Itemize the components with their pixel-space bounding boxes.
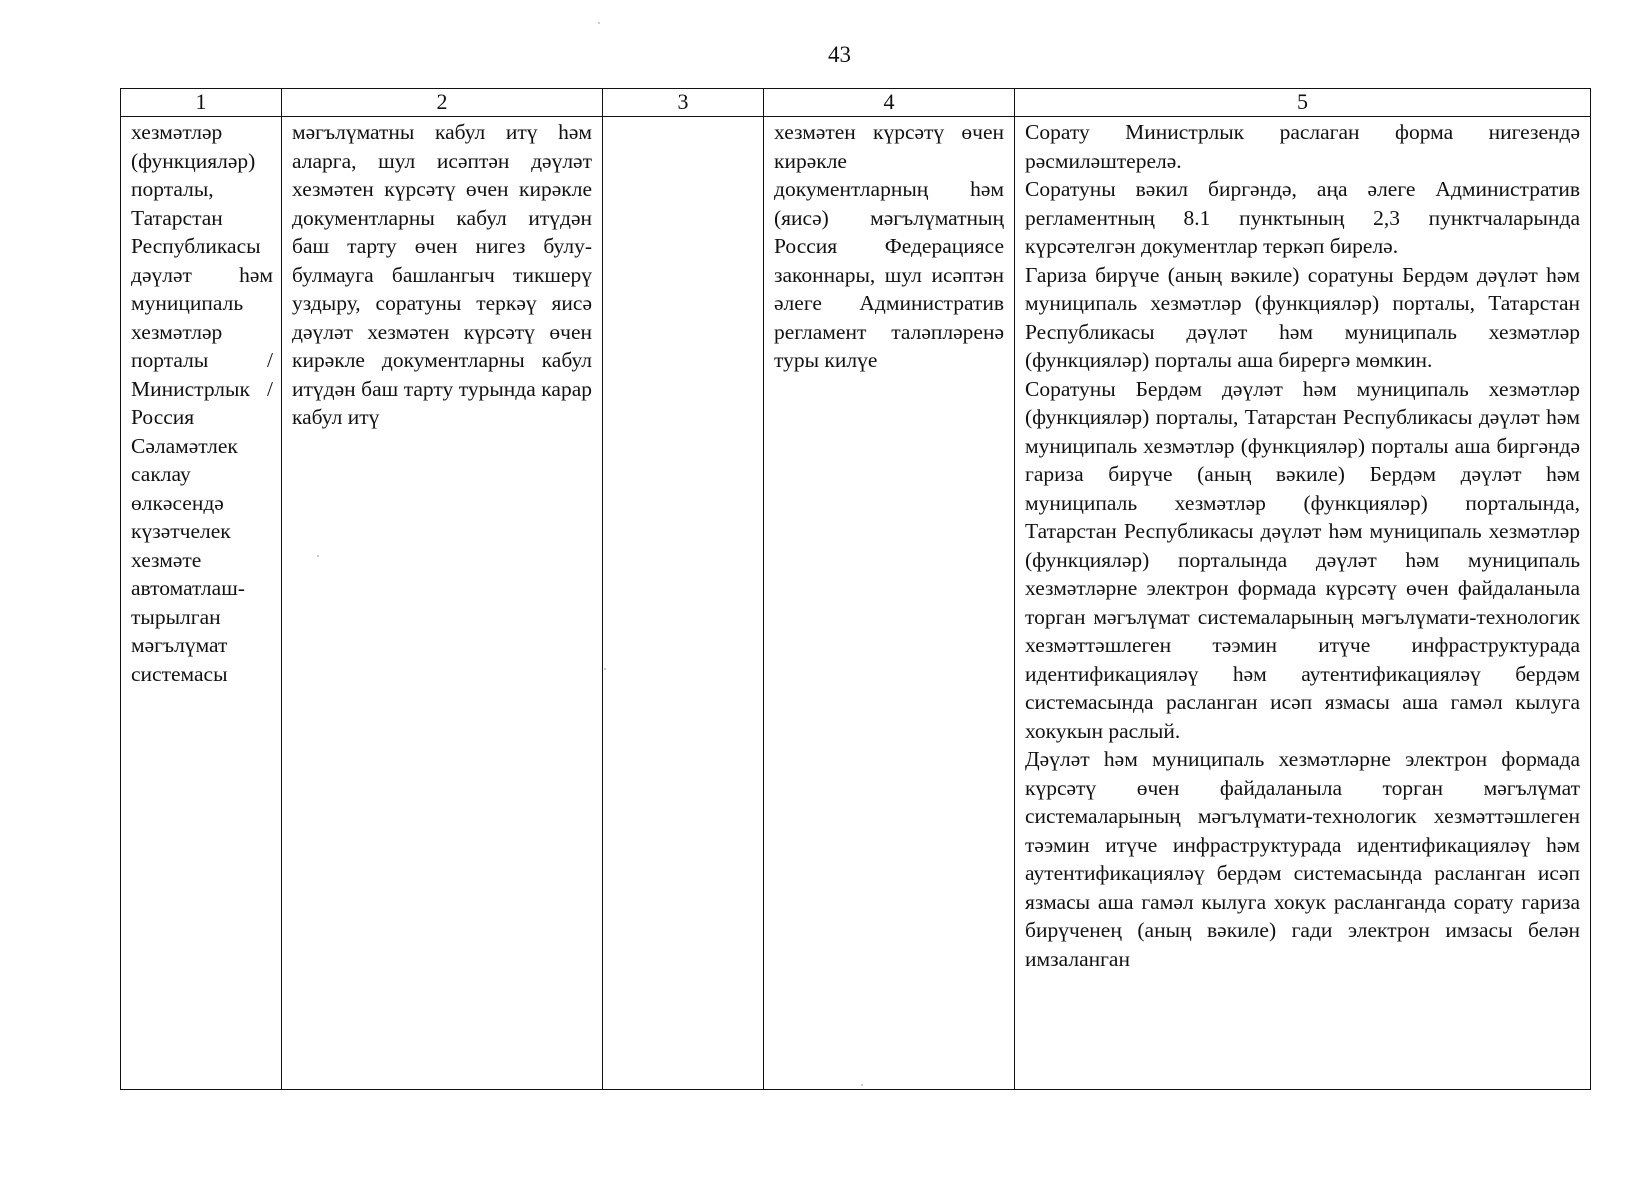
table-row <box>121 117 1591 1090</box>
scan-speck <box>861 1084 863 1086</box>
column-header-2: 2 <box>282 89 603 117</box>
scan-speck <box>598 22 600 24</box>
cell-column-5 <box>1015 117 1591 1090</box>
result-text <box>1015 117 1590 973</box>
action-description-text: мәгълүматны кабул итү һәм аларга, шул исәптән дәүләт хезмәтен күрсәтү өчен кирәкле документларны кабул итүдән баш тарту өчен нигез булу-булмауга башлангыч тикшерү уздыру, соратуны теркәү яисә дәүләт хезмәтен күрсәтү өчен кирәкле документларны кабул итүдән баш тарту турында карар кабул итү <box>292 120 592 429</box>
information-systems-text: хезмәтләр (функцияләр) порталы, Татарстан Республикасы дәүләт һәм муниципаль хезмәтләр порталы / Министрлык / Россия Сәламәтлек саклау өлкәсендә күзәтчелек хезмәте автоматлаш-тырылган мәгълүмат системасы <box>131 120 273 686</box>
result-paragraph: Дәүләт һәм муниципаль хезмәтләрне электрон формада күрсәтү өчен файдаланыла торган мәгълүмат системаларының мәгълүмати-технологик хезмәттәшлеген тәэмин итүче инфраструктурада идентификацияләү һәм аутентификацияләү бердәм системасында расланган исәп язмасы аша гамәл кылуга хокук расланганда сорату гариза бирүченең (аның вәкиле) гади электрон имзасы белән имзаланган <box>1025 747 1580 971</box>
scan-speck <box>604 668 606 670</box>
page-number: 43 <box>828 42 851 67</box>
result-paragraph: Соратуны Бердәм дәүләт һәм муниципаль хезмәтләр (функцияләр) порталы, Татарстан Республикасы дәүләт һәм муниципаль хезмәтләр (функцияләр) порталы аша биргәндә гариза бирүче (аның вәкиле) Бердәм дәүләт һәм муниципаль хезмәтләр (функцияләр) порталында, Татарстан Республикасы дәүләт һәм муниципаль хезмәтләр (функцияләр) порталында дәүләт һәм муниципаль хезмәтләрне электрон формада күрсәтү өчен файдаланыла торган мәгълүмат системаларының мәгълүмати-технологик хезмәттәшлеген тәэмин итүче инфраструктурада идентификацияләү һәм аутентификацияләү бердәм системасында расланган исәп язмасы аша гамәл кылуга хокукын раслый. <box>1025 376 1580 743</box>
column-header-1: 1 <box>121 89 282 117</box>
result-paragraph: Соратуны вәкил биргәндә, аңа әлеге Административ регламентның 8.1 пунктының 2,3 пунктчаларында күрсәтелгән документлар теркәп бирелә. <box>1025 177 1580 258</box>
column-header-3: 3 <box>603 89 764 117</box>
scan-speck <box>317 555 319 557</box>
cell-column-3 <box>603 117 764 1090</box>
column-header-4: 4 <box>764 89 1015 117</box>
cell-column-1 <box>121 117 282 1090</box>
empty-cell-text <box>603 117 763 118</box>
criteria-text: хезмәтен күрсәтү өчен кирәкле документларның һәм (яисә) мәгълүматның Россия Федерациясе законнары, шул исәптән әлеге Административ регламент таләпләренә туры килүе <box>774 120 1004 372</box>
result-paragraph: Гариза бирүче (аның вәкиле) соратуны Бердәм дәүләт һәм муниципаль хезмәтләр (функцияләр) порталы, Татарстан Республикасы дәүләт һәм муниципаль хезмәтләр (функцияләр) порталы аша бирергә мөмкин. <box>1025 262 1580 372</box>
procedure-table <box>120 88 1591 1090</box>
cell-column-4 <box>764 117 1015 1090</box>
table-header-row <box>121 89 1591 117</box>
cell-column-2 <box>282 117 603 1090</box>
column-header-5: 5 <box>1015 89 1591 117</box>
result-paragraph: Сорату Министрлык раслаган форма нигезендә рәсмиләштерелә. <box>1025 120 1580 173</box>
